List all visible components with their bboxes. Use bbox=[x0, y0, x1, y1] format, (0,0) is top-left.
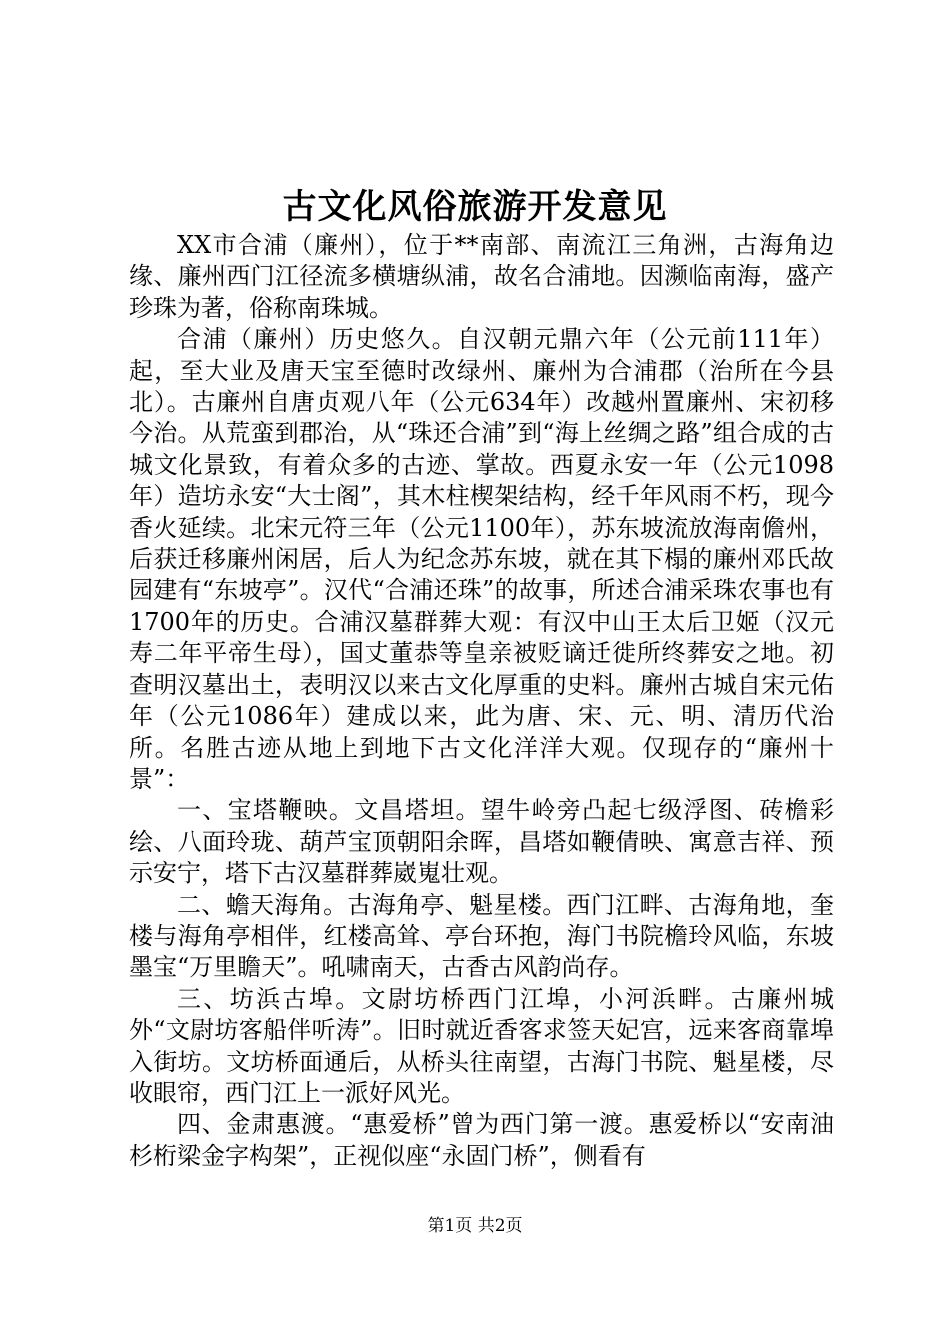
paragraph-history: 合浦（廉州）历史悠久。自汉朝元鼎六年（公元前111年）起，至大业及唐天宝至德时改绿州、廉州为合浦郡（治所在今县北）。古廉州自唐贞观八年（公元634年）改越州置廉州、宋初移今治。从荒蛮到郡治，从“珠还合浦”到“海上丝绸之路”组合成的古城文化景致，有着众多的古迹、掌故。西夏永安一年（公元1098年）造坊永安“大士阁”，其木柱楔架结构，经千年风雨不朽，现今香火延续。北宋元符三年（公元1100年），苏东坡流放海南儋州，后获迁移廉州闲居，后人为纪念苏东坡，就在其下榻的廉州邓氏故园建有“东坡亭”。汉代“合浦还珠”的故事，所述合浦采珠农事也有1700年的历史。合浦汉墓群葬大观：有汉中山王太后卫姬（汉元寿二年平帝生母），国丈董恭等皇亲被贬谪迁徙所终葬安之地。初查明汉墓出土，表明汉以来古文化厚重的史料。廉州古城自宋元佑年（公元1086年）建成以来，此为唐、宋、元、明、清历代治所。名胜古迹从地上到地下古文化洋洋大观。仅现存的“廉州十景”： bbox=[129, 325, 834, 793]
document-body bbox=[129, 230, 834, 1172]
paragraph-scene-3: 三、坊浜古埠。文尉坊桥西门江埠，小河浜畔。古廉州城外“文尉坊客船伴听涛”。旧时就近香客求签天妃宫，远来客商靠埠入街坊。文坊桥面通后，从桥头往南望，古海门书院、魁星楼，尽收眼帘，西门江上一派好风光。 bbox=[129, 984, 834, 1107]
paragraph-intro: XX市合浦（廉州），位于**南部、南流江三角洲，古海角边缘、廉州西门江径流多横塘纵浦，故名合浦地。因濒临南海，盛产珍珠为著，俗称南珠城。 bbox=[129, 231, 834, 322]
paragraph-scene-4: 四、金肃惠渡。“惠爱桥”曾为西门第一渡。惠爱桥以“安南油杉桁梁金字构架”，正视似座“永固门桥”，侧看有 bbox=[129, 1110, 834, 1170]
paragraph-scene-1: 一、宝塔鞭映。文昌塔坦。望牛岭旁凸起七级浮图、砖檐彩绘、八面玲珑、葫芦宝顶朝阳余晖，昌塔如鞭倩映、寓意吉祥、预示安宁，塔下古汉墓群葬崴嵬壮观。 bbox=[129, 796, 834, 888]
paragraph-scene-2: 二、蟾天海角。古海角亭、魁星楼。西门江畔、古海角地，奎楼与海角亭相伴，红楼高耸、亭台环抱，海门书院檐玲风临，东坡墨宝“万里瞻天”。吼啸南天，古香古风韵尚存。 bbox=[129, 890, 834, 982]
document-title: 古文化风俗旅游开发意见 bbox=[282, 187, 668, 227]
page-number: 第1页 共2页 bbox=[427, 1216, 523, 1236]
